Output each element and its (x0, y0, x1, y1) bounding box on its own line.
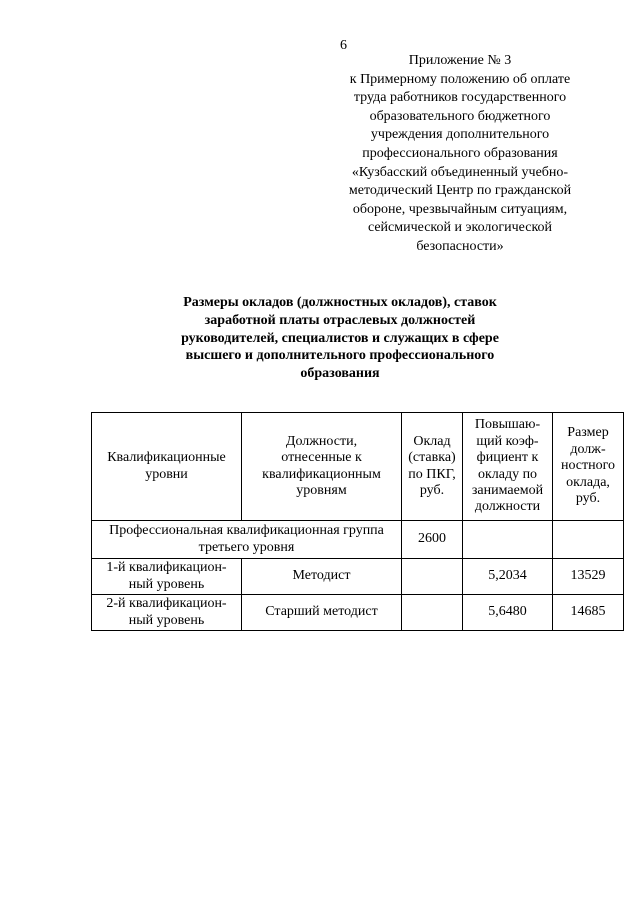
header-base-salary: Оклад (ставка) по ПКГ, руб. (402, 413, 463, 521)
row-coefficient: 5,2034 (463, 559, 553, 595)
row-position: Старший методист (242, 595, 402, 631)
appendix-line: обороне, чрезвычайным ситуациям, (352, 201, 568, 217)
title-line: заработной платы отраслевых должностей (204, 312, 476, 328)
appendix-line: учреждения дополнительного (370, 127, 550, 143)
header-qualification-levels: Квалификационные уровни (92, 413, 242, 521)
title-line: высшего и дополнительного профессионального (185, 348, 495, 364)
group-amount-empty (553, 521, 624, 559)
appendix-line: методический Центр по гражданской (348, 183, 572, 199)
appendix-line: безопасности» (416, 238, 504, 254)
table-row (92, 595, 624, 631)
table-header-row (92, 413, 624, 521)
appendix-line: к Примерному положению об оплате (349, 71, 571, 87)
appendix-line: Приложение № 3 (408, 53, 512, 68)
row-level: 2-й квалификацион- ный уровень (92, 595, 242, 631)
page-number: 6 (340, 38, 347, 53)
row-level: 1-й квалификацион- ный уровень (92, 559, 242, 595)
row-amount: 14685 (553, 595, 624, 631)
header-positions: Должности, отнесенные к квалификационным уровням (242, 413, 402, 521)
appendix-line: «Кузбасский объединенный учебно- (351, 164, 569, 180)
title-line: руководителей, специалистов и служащих в сфере (181, 330, 499, 346)
appendix-line: профессионального образования (362, 145, 558, 161)
group-coefficient-empty (463, 521, 553, 559)
row-salary (402, 595, 463, 631)
table-group-row (92, 521, 624, 559)
row-amount: 13529 (553, 559, 624, 595)
appendix-note (325, 52, 595, 257)
row-position: Методист (242, 559, 402, 595)
row-salary (402, 559, 463, 595)
header-salary-amount: Размер долж- ностного оклада, руб. (553, 413, 624, 521)
header-coefficient: Повышаю- щий коэф- фициент к окладу по занимаемой должности (463, 413, 553, 521)
table-row (92, 559, 624, 595)
appendix-line: труда работников государственного (353, 90, 567, 106)
salary-table (91, 412, 624, 631)
group-label: Профессиональная квалификационная группа третьего уровня (92, 521, 402, 559)
group-salary: 2600 (402, 521, 463, 559)
title-line: образования (300, 366, 380, 382)
title-line: Размеры окладов (должностных окладов), ставок (183, 295, 497, 310)
document-title (160, 294, 520, 383)
row-coefficient: 5,6480 (463, 595, 553, 631)
appendix-line: образовательного бюджетного (369, 108, 551, 124)
appendix-line: сейсмической и экологической (367, 220, 553, 236)
